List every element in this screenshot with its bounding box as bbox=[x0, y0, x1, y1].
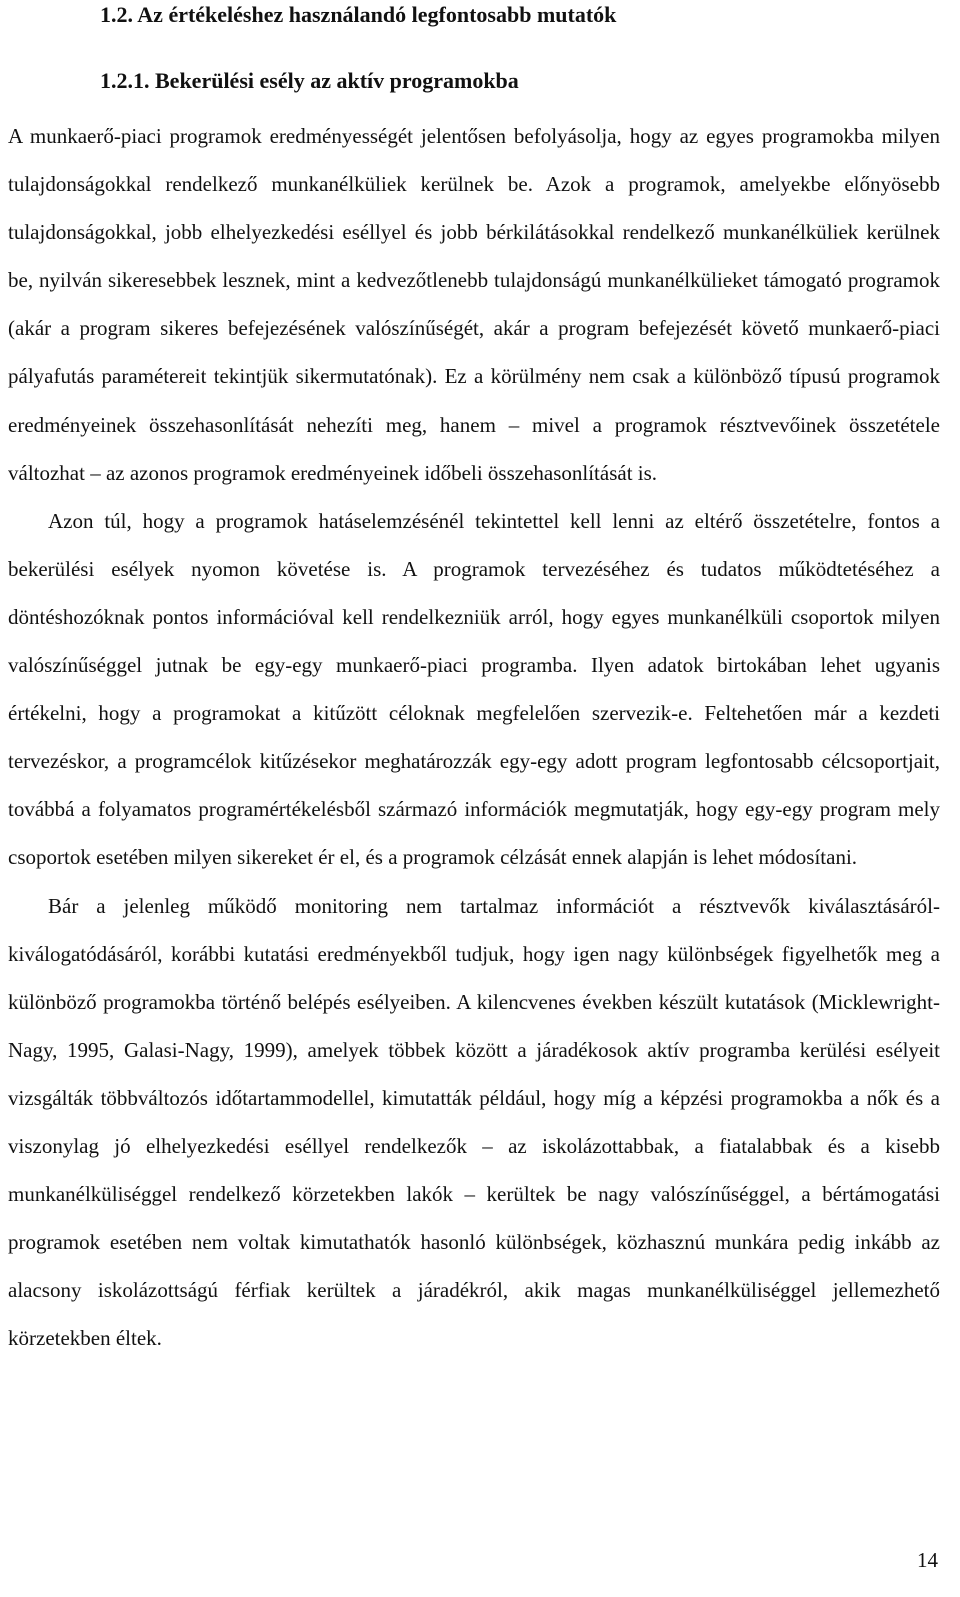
paragraph: Azon túl, hogy a programok hatáselemzésénél tekintettel kell lenni az eltérő összetételre, fontos a bekerülési esélyek nyomon követése is. A programok tervezéséhez és tudatos működtetéséhez a döntéshozóknak pontos információval kell rendelkezniük arról, hogy egyes munkanélküli csoportok milyen valószínűséggel jutnak be egy-egy munkaerő-piaci programba. Ilyen adatok birtokában lehet ugyanis értékelni, hogy a programokat a kitűzött céloknak megfelelően szervezik-e. Feltehetően már a kezdeti tervezéskor, a programcélok kitűzésekor meghatározzák egy-egy adott program legfontosabb célcsoportjait, továbbá a folyamatos programértékelésből származó információk megmutatják, hogy egy-egy program mely csoportok esetében milyen sikereket ér el, és a programok célzását ennek alapján is lehet módosítani. bbox=[8, 508, 940, 870]
paragraph: A munkaerő-piaci programok eredményességét jelentősen befolyásolja, hogy az egyes programokba milyen tulajdonságokkal rendelkező munkanélküliek kerülnek be. Azok a programok, amelyekbe előnyösebb tulajdonságokkal, jobb elhelyezkedési eséllyel és jobb bérkilátásokkal rendelkező munkanélküliek kerülnek be, nyilván sikeresebbek lesznek, mint a kedvezőtlenebb tulajdonságú munkanélkülieket támogató programok (akár a program sikeres befejezésének valószínűségét, akár a program befejezését követő munkaerő-piaci pályafutás paramétereit tekintjük sikermutatónak). Ez a körülmény nem csak a különböző típusú programok eredményeinek összehasonlítását nehezíti meg, hanem – mivel a programok résztvevőinek összetétele változhat – az azonos programok eredményeinek időbeli összehasonlítását is. bbox=[8, 124, 940, 485]
subsection-heading: 1.2.1. Bekerülési esély az aktív programokba bbox=[100, 68, 519, 93]
section-heading: 1.2. Az értékeléshez használandó legfontosabb mutatók bbox=[100, 2, 617, 27]
page-number: 14 bbox=[917, 1548, 938, 1572]
paragraph: Bár a jelenleg működő monitoring nem tartalmaz információt a résztvevők kiválasztásáról-kiválogatódásáról, korábbi kutatási eredményekből tudjuk, hogy igen nagy különbségek figyelhetők meg a különböző programokba történő belépés esélyeiben. A kilencvenes években készült kutatások (Micklewright-Nagy, 1995, Galasi-Nagy, 1999), amelyek többek között a járadékosok aktív programba kerülési esélyeit vizsgálták többváltozós időtartammodellel, kimutatták például, hogy míg a képzési programokba a nők és a viszonylag jó elhelyezkedési eséllyel rendelkezők – az iskolázottabbak, a fiatalabbak és a kisebb munkanélküliséggel rendelkező körzetekben lakók – kerültek be nagy valószínűséggel, a bértámogatási programok esetében nem voltak kimutathatók hasonló különbségek, közhasznú munkára pedig inkább az alacsony iskolázottságú férfiak kerültek a járadékról, akik magas munkanélküliséggel jellemezhető körzetekben éltek. bbox=[8, 893, 940, 1351]
body-text bbox=[8, 112, 940, 1362]
